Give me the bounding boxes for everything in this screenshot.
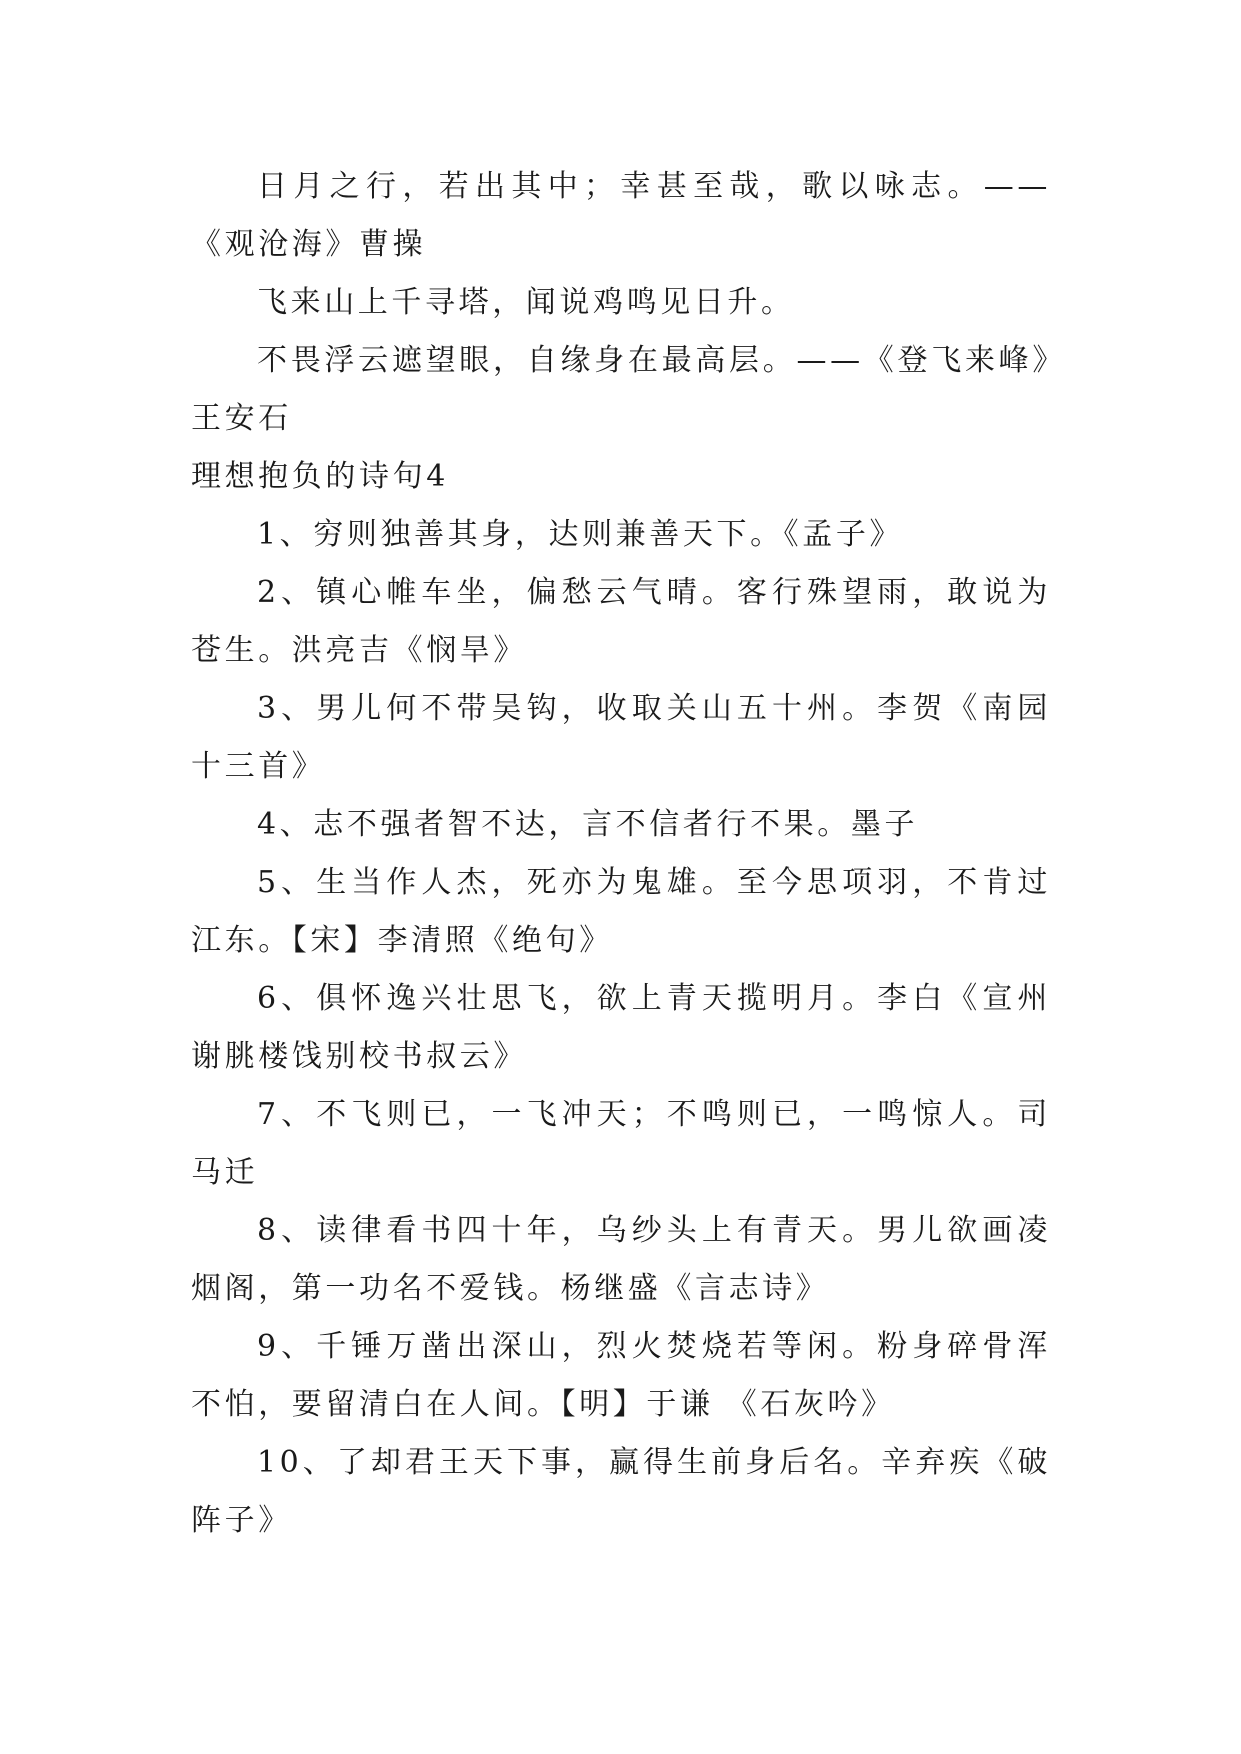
section-heading: 理想抱负的诗句4 (191, 459, 449, 494)
list-item-10: 10、了却君王天下事，赢得生前身后名。辛弃疾《破阵子》 (191, 1445, 1051, 1538)
list-item-2: 2、镇心帷车坐，偏愁云气晴。客行殊望雨，敢说为苍生。洪亮吉《悯旱》 (191, 575, 1051, 668)
list-item-8: 8、读律看书四十年，乌纱头上有青天。男儿欲画凌烟阁，第一功名不爱钱。杨继盛《言志诗》 (191, 1213, 1051, 1306)
paragraph-fei-lai-feng-line2: 不畏浮云遮望眼，自缘身在最高层。——《登飞来峰》王安石 (191, 343, 1051, 436)
list-item-3: 3、男儿何不带吴钩，收取关山五十州。李贺《南园十三首》 (191, 691, 1051, 784)
document-body (191, 158, 1051, 1550)
list-item-7: 7、不飞则已，一飞冲天；不鸣则已，一鸣惊人。司马迁 (191, 1097, 1051, 1190)
list-item-6: 6、俱怀逸兴壮思飞，欲上青天揽明月。李白《宣州谢朓楼饯别校书叔云》 (191, 981, 1051, 1074)
list-item-9: 9、千锤万凿出深山，烈火焚烧若等闲。粉身碎骨浑不怕，要留清白在人间。【明】于谦 《石灰吟》 (191, 1329, 1051, 1422)
list-item-1: 1、穷则独善其身，达则兼善天下。《孟子》 (257, 517, 904, 552)
paragraph-guan-cang-hai: 日月之行，若出其中；幸甚至哉，歌以咏志。——《观沧海》曹操 (191, 169, 1051, 262)
paragraph-fei-lai-feng-line1: 飞来山上千寻塔，闻说鸡鸣见日升。 (257, 285, 795, 320)
list-item-5: 5、生当作人杰，死亦为鬼雄。至今思项羽，不肯过江东。【宋】李清照《绝句》 (191, 865, 1051, 958)
list-item-4: 4、志不强者智不达，言不信者行不果。墨子 (257, 807, 919, 842)
